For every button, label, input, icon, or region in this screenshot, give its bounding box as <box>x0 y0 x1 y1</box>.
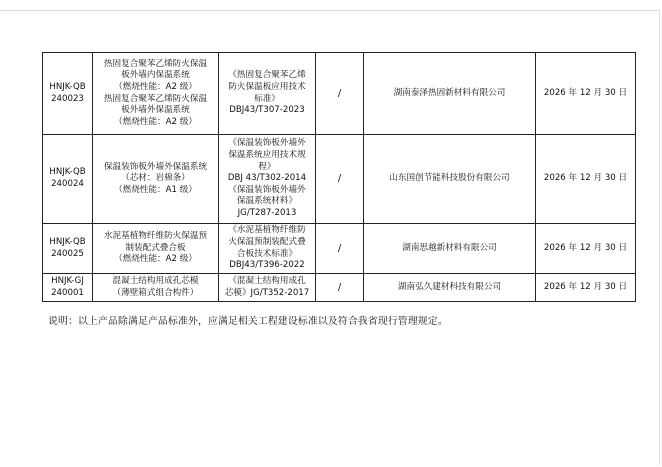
table-row <box>43 224 636 274</box>
table-row <box>43 135 636 224</box>
date-cell: 2026 年 12 月 30 日 <box>536 224 636 274</box>
product-cell: 热固复合聚苯乙烯防火保温 板外墙内保温系统 （燃烧性能：A2 级） 热固复合聚苯乙烯防火保温 板外墙外保温系统 （燃烧性能：A2 级） <box>93 53 219 135</box>
standard-cell: 《水泥基植物纤维防 火保温预制装配式叠 合板技术标准》 DBJ43/T396-2022 <box>219 224 316 274</box>
code-cell: HNJK-QB 240023 <box>43 53 93 135</box>
product-cell: 水泥基植物纤维防火保温预 制装配式叠合板 （燃烧性能：A2 级） <box>93 224 219 274</box>
table-row <box>43 53 636 135</box>
standard-cell: 《保温装饰板外墙外 保温系统应用技术规 程》 DBJ 43/T302-2014 《保温装饰板外墙外 保温系统材料》 JG/T287-2013 <box>219 135 316 224</box>
date-cell: 2026 年 12 月 30 日 <box>536 135 636 224</box>
mark-cell: / <box>316 53 364 135</box>
date-cell: 2026 年 12 月 30 日 <box>536 53 636 135</box>
mark-cell: / <box>316 224 364 274</box>
standard-cell: 《热固复合聚苯乙烯 防火保温板应用技术 标准》 DBJ43/T307-2023 <box>219 53 316 135</box>
footnote: 说明：以上产品除满足产品标准外，应满足相关工程建设标准以及符合我省现行管理规定。 <box>48 316 448 327</box>
product-cell: 混凝土结构用成孔芯模 （薄壁箱式组合构件） <box>93 274 219 302</box>
company-cell: 山东国创节能科技股份有限公司 <box>364 135 536 224</box>
company-cell: 湖南弘久建材科技有限公司 <box>364 274 536 302</box>
date-cell: 2026 年 12 月 30 日 <box>536 274 636 302</box>
company-cell: 湖南泰泽热固新材料有限公司 <box>364 53 536 135</box>
code-cell: HNJK-QB 240025 <box>43 224 93 274</box>
product-cell: 保温装饰板外墙外保温系统 （芯材：岩棉条） （燃烧性能：A1 级） <box>93 135 219 224</box>
table-row <box>43 274 636 302</box>
company-cell: 湖南思越新材料有限公司 <box>364 224 536 274</box>
code-cell: HNJK-GJ 240001 <box>43 274 93 302</box>
certification-table <box>42 52 636 302</box>
mark-cell: / <box>316 135 364 224</box>
code-cell: HNJK-QB 240024 <box>43 135 93 224</box>
standard-cell: 《混凝土结构用成孔 芯模》JG/T352-2017 <box>219 274 316 302</box>
mark-cell: / <box>316 274 364 302</box>
